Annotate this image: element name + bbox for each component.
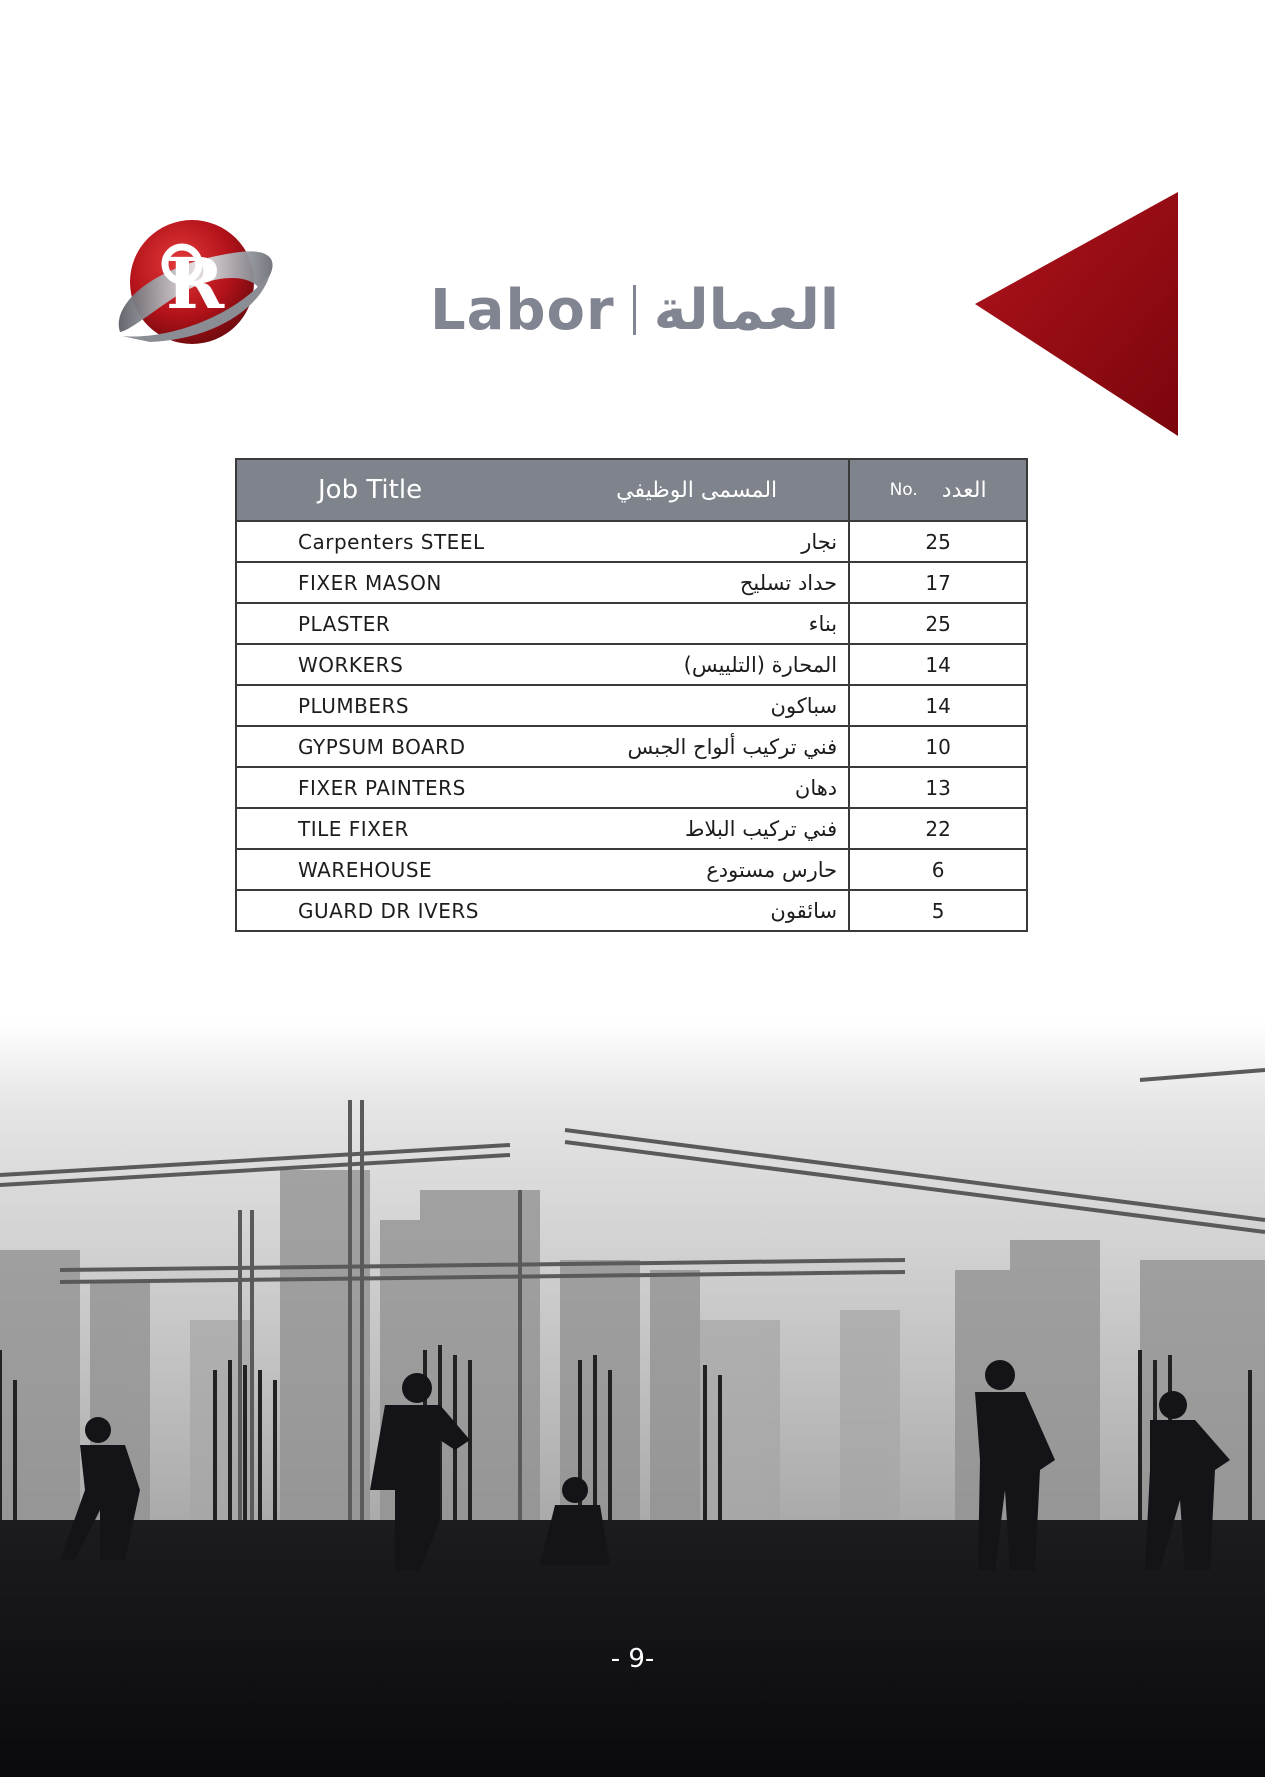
job-title-en: WAREHOUSE bbox=[298, 857, 433, 882]
job-title-en: PLASTER bbox=[298, 611, 391, 636]
job-title-ar: بناء bbox=[808, 611, 838, 636]
title-divider bbox=[633, 285, 636, 335]
number-header-ar: العدد bbox=[941, 477, 987, 503]
table-row bbox=[236, 644, 1027, 685]
job-title-header-en: Job Title bbox=[318, 475, 423, 505]
job-title-header-ar: المسمى الوظيفي bbox=[616, 477, 778, 503]
table-row bbox=[236, 849, 1027, 890]
job-title-ar: فني تركيب البلاط bbox=[685, 816, 838, 841]
table-row bbox=[236, 808, 1027, 849]
job-title-cell bbox=[236, 685, 849, 726]
number-header-en: No. bbox=[889, 480, 918, 500]
job-title-cell bbox=[236, 562, 849, 603]
job-title-cell bbox=[236, 521, 849, 562]
worker-count: 25 bbox=[849, 603, 1027, 644]
job-title-ar: فني تركيب ألواح الجبس bbox=[627, 734, 838, 759]
job-title-en: FIXER MASON bbox=[298, 570, 442, 595]
job-title-header bbox=[236, 459, 849, 521]
worker-count: 14 bbox=[849, 644, 1027, 685]
job-title-cell bbox=[236, 849, 849, 890]
job-title-ar: سباكون bbox=[770, 693, 838, 718]
worker-count: 22 bbox=[849, 808, 1027, 849]
table-row bbox=[236, 767, 1027, 808]
job-title-en: GYPSUM BOARD bbox=[298, 734, 466, 759]
svg-text:R: R bbox=[166, 242, 225, 325]
job-title-ar: حارس مستودع bbox=[706, 857, 838, 882]
decorative-triangle bbox=[975, 192, 1178, 436]
job-title-ar: نجار bbox=[801, 529, 838, 554]
table-row bbox=[236, 685, 1027, 726]
job-title-en: PLUMBERS bbox=[298, 693, 410, 718]
job-title-ar: سائقون bbox=[770, 898, 838, 923]
table-row bbox=[236, 890, 1027, 931]
job-title-en: FIXER PAINTERS bbox=[298, 775, 466, 800]
page-title-en: Labor bbox=[430, 277, 615, 343]
job-title-ar: دهان bbox=[794, 775, 838, 800]
worker-count: 14 bbox=[849, 685, 1027, 726]
table-row bbox=[236, 562, 1027, 603]
page-title-ar: العمالة bbox=[653, 277, 840, 343]
job-title-cell bbox=[236, 890, 849, 931]
worker-count: 25 bbox=[849, 521, 1027, 562]
page-title bbox=[430, 270, 839, 350]
worker-count: 5 bbox=[849, 890, 1027, 931]
job-title-en: WORKERS bbox=[298, 652, 404, 677]
table-row bbox=[236, 726, 1027, 767]
job-title-en: TILE FIXER bbox=[298, 816, 409, 841]
job-title-cell bbox=[236, 767, 849, 808]
worker-count: 10 bbox=[849, 726, 1027, 767]
job-title-en: GUARD DR IVERS bbox=[298, 898, 479, 923]
job-title-ar: حداد تسليح bbox=[739, 570, 838, 595]
worker-count: 6 bbox=[849, 849, 1027, 890]
job-title-ar: المحارة (التلييس) bbox=[683, 652, 838, 677]
table-row bbox=[236, 521, 1027, 562]
table-header-row bbox=[236, 459, 1027, 521]
number-header bbox=[849, 459, 1027, 521]
page-number: - 9- bbox=[610, 1644, 655, 1674]
job-title-cell bbox=[236, 603, 849, 644]
worker-count: 17 bbox=[849, 562, 1027, 603]
table-row bbox=[236, 603, 1027, 644]
company-logo bbox=[100, 212, 280, 362]
worker-count: 13 bbox=[849, 767, 1027, 808]
labor-table bbox=[235, 458, 1028, 932]
job-title-cell bbox=[236, 808, 849, 849]
job-title-cell bbox=[236, 644, 849, 685]
job-title-cell bbox=[236, 726, 849, 767]
job-title-en: Carpenters STEEL bbox=[298, 529, 485, 554]
